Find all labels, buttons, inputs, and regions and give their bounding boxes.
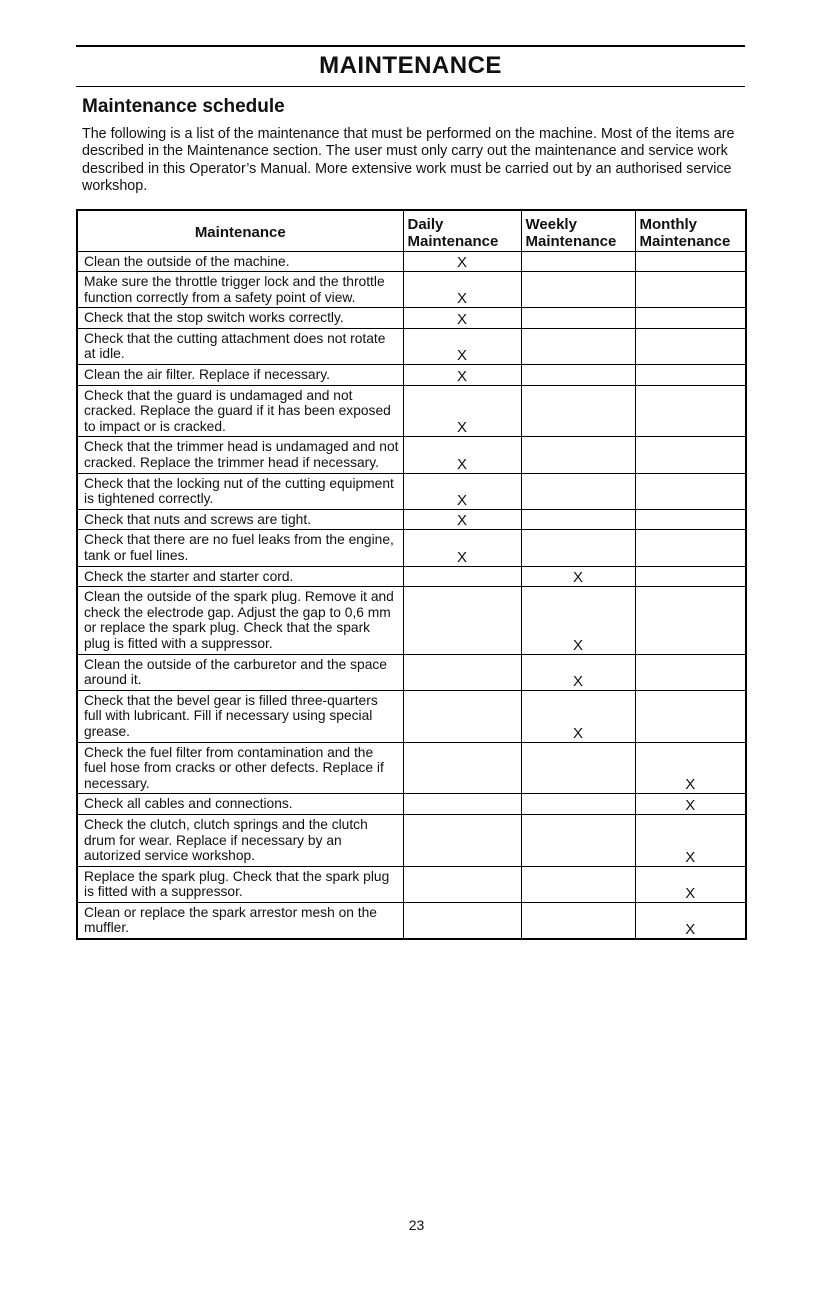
task-cell: Clean the outside of the spark plug. Remove it and check the electrode gap. Adjust the gap to 0,6 mm or replace the spark plug. Check that the spark plug is fitted with a suppressor. [77,587,403,654]
table-row [77,328,746,364]
monthly-mark [635,251,746,272]
table-row [77,690,746,742]
weekly-mark [521,866,635,902]
daily-mark: X [403,251,521,272]
table-row [77,566,746,587]
page-number: 23 [408,1217,425,1233]
monthly-mark [635,272,746,308]
task-cell: Check that the bevel gear is filled three-quarters full with lubricant. Fill if necessary using special grease. [77,690,403,742]
table-row [77,272,746,308]
table-row [77,365,746,386]
monthly-mark [635,308,746,329]
table-row [77,866,746,902]
task-cell: Check that there are no fuel leaks from the engine, tank or fuel lines. [77,530,403,566]
daily-mark: X [403,437,521,473]
task-cell: Check that the cutting attachment does not rotate at idle. [77,328,403,364]
weekly-mark [521,328,635,364]
monthly-mark: X [635,794,746,815]
task-cell: Replace the spark plug. Check that the spark plug is fitted with a suppressor. [77,866,403,902]
daily-mark: X [403,328,521,364]
daily-mark [403,654,521,690]
weekly-mark [521,902,635,939]
task-cell: Clean the outside of the machine. [77,251,403,272]
weekly-mark: X [521,690,635,742]
daily-mark [403,794,521,815]
weekly-mark [521,509,635,530]
task-cell: Clean or replace the spark arrestor mesh on the muffler. [77,902,403,939]
table-row [77,587,746,654]
monthly-mark [635,473,746,509]
monthly-mark [635,654,746,690]
weekly-mark [521,385,635,437]
task-cell: Check that nuts and screws are tight. [77,509,403,530]
monthly-mark [635,365,746,386]
daily-mark [403,902,521,939]
task-cell: Check that the trimmer head is undamaged and not cracked. Replace the trimmer head if necessary. [77,437,403,473]
task-cell: Check that the stop switch works correctly. [77,308,403,329]
monthly-mark [635,530,746,566]
monthly-mark: X [635,902,746,939]
weekly-mark [521,530,635,566]
table-row [77,509,746,530]
table-row [77,308,746,329]
daily-mark: X [403,365,521,386]
daily-mark [403,866,521,902]
monthly-mark [635,566,746,587]
header-rule-top [76,45,745,47]
daily-mark: X [403,509,521,530]
header-daily: Daily Maintenance [403,210,521,251]
monthly-mark [635,385,746,437]
task-cell: Check the starter and starter cord. [77,566,403,587]
header-monthly: Monthly Maintenance [635,210,746,251]
table-row [77,794,746,815]
table-row [77,437,746,473]
monthly-mark [635,328,746,364]
table-row [77,814,746,866]
task-cell: Make sure the throttle trigger lock and the throttle function correctly from a safety point of view. [77,272,403,308]
daily-mark: X [403,308,521,329]
section-title: Maintenance schedule [82,96,285,117]
daily-mark [403,742,521,794]
monthly-mark [635,437,746,473]
weekly-mark: X [521,566,635,587]
monthly-mark [635,509,746,530]
header-weekly: Weekly Maintenance [521,210,635,251]
weekly-mark: X [521,654,635,690]
daily-mark: X [403,272,521,308]
monthly-mark: X [635,814,746,866]
daily-mark: X [403,385,521,437]
task-cell: Check that the guard is undamaged and not cracked. Replace the guard if it has been exposed to impact or is cracked. [77,385,403,437]
header-maintenance: Maintenance [77,210,403,251]
task-cell: Check the clutch, clutch springs and the clutch drum for wear. Replace if necessary by an autorized service workshop. [77,814,403,866]
task-cell: Check all cables and connections. [77,794,403,815]
monthly-mark [635,587,746,654]
weekly-mark [521,814,635,866]
table-row [77,654,746,690]
table-row [77,742,746,794]
weekly-mark [521,794,635,815]
weekly-mark [521,251,635,272]
daily-mark [403,690,521,742]
table-body [77,251,746,939]
page-title: MAINTENANCE [319,52,502,79]
table-header-row [77,210,746,251]
intro-paragraph: The following is a list of the maintenance that must be performed on the machine. Most of the items are described in the Maintenance section. The user must only carry out the maintenance and service work described in this Operator’s Manual. More extensive work must be carried out by an authorised service workshop. [82,126,735,194]
task-cell: Clean the outside of the carburetor and the space around it. [77,654,403,690]
table-row [77,385,746,437]
daily-mark: X [403,473,521,509]
daily-mark [403,814,521,866]
weekly-mark [521,308,635,329]
weekly-mark: X [521,587,635,654]
weekly-mark [521,742,635,794]
daily-mark [403,566,521,587]
table-row [77,473,746,509]
weekly-mark [521,473,635,509]
table-row [77,530,746,566]
task-cell: Check the fuel filter from contamination and the fuel hose from cracks or other defects. Replace if necessary. [77,742,403,794]
weekly-mark [521,365,635,386]
header-rule-bottom [76,86,745,87]
maintenance-schedule-table [76,209,747,940]
weekly-mark [521,272,635,308]
monthly-mark: X [635,866,746,902]
task-cell: Clean the air filter. Replace if necessary. [77,365,403,386]
monthly-mark [635,690,746,742]
daily-mark [403,587,521,654]
table-row [77,251,746,272]
weekly-mark [521,437,635,473]
task-cell: Check that the locking nut of the cutting equipment is tightened correctly. [77,473,403,509]
table-row [77,902,746,939]
monthly-mark: X [635,742,746,794]
daily-mark: X [403,530,521,566]
